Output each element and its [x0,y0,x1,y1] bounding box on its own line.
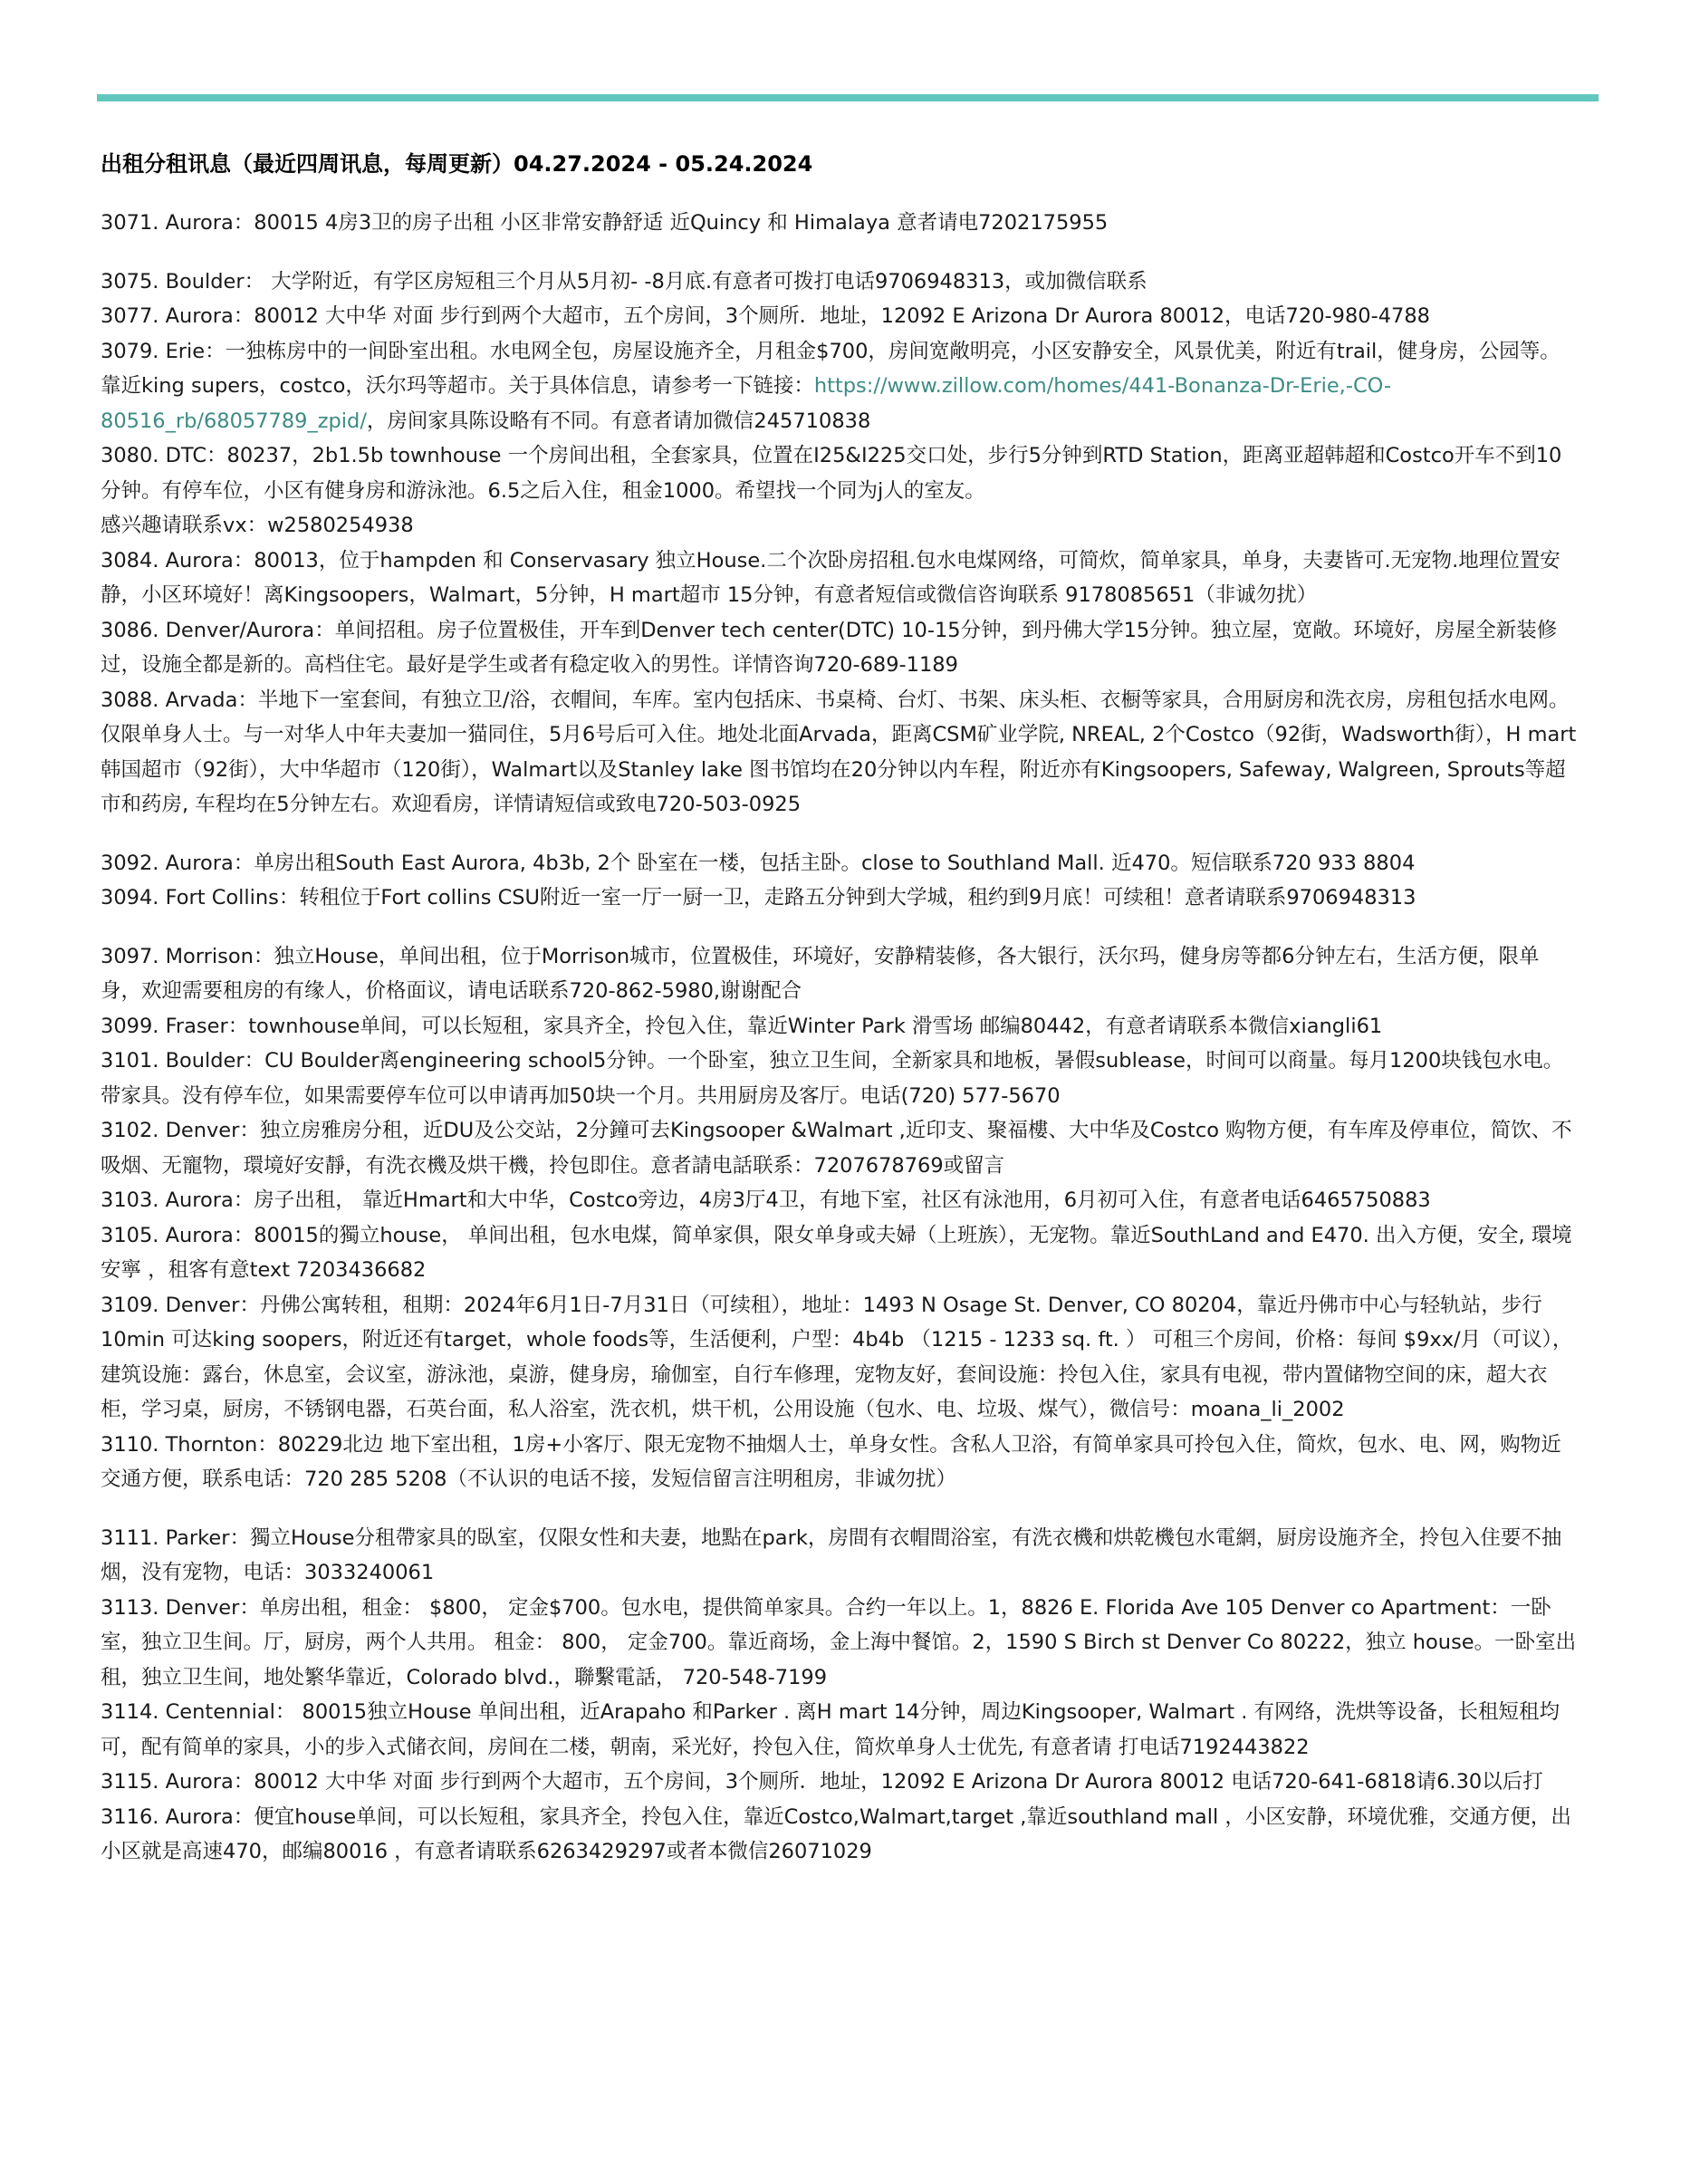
page-title: 出租分租讯息（最近四周讯息，每周更新）04.27.2024 - 05.24.2024 [101,151,813,177]
header-rule [97,94,1599,101]
listings-list [101,206,1577,1870]
listing-link[interactable]: https://www.zillow.com/homes/441-Bonanza-Dr-Erie,-CO-80516_rb/68057789_zpid/ [101,374,1392,433]
listing-item: 3075. Boulder： 大学附近，有学区房短租三个月从5月初- -8月底.有意者可拨打电话9706948313，或加微信联系 [101,269,1147,293]
listing-item: 3071. Aurora：80015 4房3卫的房子出租 小区非常安静舒适 近Quincy 和 Himalaya 意者请电7202175955 [101,211,1109,235]
listing-item: 3103. Aurora：房子出租， 靠近Hmart和大中华，Costco旁边，4房3厅4卫，有地下室，社区有泳池用，6月初可入住，有意者电话6465750883 [101,1188,1431,1212]
listing-item: 3105. Aurora：80015的獨立house， 单间出租，包水电煤，简单家俱，限女单身或夫婦（上班族），无宠物。靠近SouthLand and E470. 出入方便，安全, 環境安寧 ，租客有意text 7203436682 [101,1223,1572,1282]
listing-item: 感兴趣请联系vx：w2580254938 [101,514,414,537]
listing-item: 3097. Morrison：独立House，单间出租，位于Morrison城市，位置极佳，环境好，安静精装修，各大银行，沃尔玛，健身房等都6分钟左右，生活方便，限单身，欢迎需要租房的有缘人，价格面议，请电话联系720-862-5980,谢谢配合 [101,944,1540,1003]
listing-item: 3094. Fort Collins：转租位于Fort collins CSU附近一室一厅一厨一卫，走路五分钟到大学城，租约到9月底！可续租！意者请联系9706948313 [101,886,1416,909]
listing-item: 3109. Denver：丹佛公寓转租，租期：2024年6月1日-7月31日（可续租），地址：1493 N Osage St. Denver, CO 80204，靠近丹佛市中心与轻轨站，步行10min 可达king soopers，附近还有target，whole foods等，生活便利，户型：4b4b （1215 - 1233 sq. ft. ） 可租三个房间，价格：每间 $9xx/月（可议），建筑设施：露台，休息室，会议室，游泳池，桌游，健身房，瑜伽室，自行车修理，宠物友好，套间设施：拎包入住，家具有电视，带内置储物空间的床，超大衣柜，学习桌，厨房，不锈钢电器，石英台面，私人浴室，洗衣机，烘干机，公用设施（包水、电、垃圾、煤气），微信号：moana_li_2002 [101,1293,1573,1421]
listing-item: 3088. Arvada：半地下一室套间，有独立卫/浴，衣帽间，车库。室内包括床、书桌椅、台灯、书架、床头柜、衣橱等家具，合用厨房和洗衣房，房租包括水电网。仅限单身人士。与一对华人中年夫妻加一猫同住，5月6号后可入住。地处北面Arvada，距离CSM矿业学院, NREAL, 2个Costco（92街，Wadsworth街），H mart韩国超市（92街），大中华超市（120街），Walmart以及Stanley lake 图书馆均在20分钟以内车程，附近亦有Kingsoopers, Safeway, Walgreen, Sprouts等超市和药房, 车程均在5分钟左右。欢迎看房，详情请短信或致电720-503-0925 [101,688,1577,816]
listing-item: 3080. DTC：80237，2b1.5b townhouse 一个房间出租，全套家具，位置在I25&I225交口处，步行5分钟到RTD Station，距离亚超韩超和Costco开车不到10分钟。有停车位，小区有健身房和游泳池。6.5之后入住，租金1000。希望找一个同为j人的室友。 [101,444,1562,503]
listing-item: 3114. Centennial： 80015独立House 单间出租，近Arapaho 和Parker . 离H mart 14分钟，周边Kingsooper, Walmart . 有网络，洗烘等设备，长租短租均可，配有简单的家具，小的步入式储衣间，房间在二楼，朝南，采光好，拎包入住，简炊单身人士优先, 有意者请 打电话7192443822 [101,1700,1560,1759]
listing-item: 3077. Aurora：80012 大中华 对面 步行到两个大超市，五个房间，3个厕所．地址，12092 E Arizona Dr Aurora 80012，电话720-980-4788 [101,304,1430,328]
listing-item: 3102. Denver：独立房雅房分租，近DU及公交站，2分鐘可去Kingsooper &Walmart ,近印支、聚福樓、大中华及Costco 购物方便，有车库及停車位，简饮、不吸烟、无寵物，環境好安靜，有洗衣機及烘干機，拎包即住。意者請电話联系：7207678769或留言 [101,1119,1572,1178]
listing-item: 3101. Boulder：CU Boulder离engineering school5分钟。一个卧室，独立卫生间，全新家具和地板，暑假sublease，时间可以商量。每月1200块钱包水电。带家具。没有停车位，如果需要停车位可以申请再加50块一个月。共用厨房及客厅。电话(720) 577-5670 [101,1049,1564,1108]
listing-item: 3111. Parker：獨立House分租帶家具的臥室，仅限女性和夫妻，地點在park，房間有衣帽間浴室，有洗衣機和烘乾機包水電網，厨房设施齐全，拎包入住要不抽烟，没有宠物，电话：3033240061 [101,1525,1562,1584]
listing-item: 3099. Fraser：townhouse单间，可以长短租，家具齐全，拎包入住，靠近Winter Park 滑雪场 邮编80442，有意者请联系本微信xiangli61 [101,1014,1383,1038]
listing-item: 3086. Denver/Aurora：单间招租。房子位置极佳，开车到Denver tech center(DTC) 10-15分钟，到丹佛大学15分钟。独立屋，宽敞。环境好，房屋全新装修过，设施全都是新的。高档住宅。最好是学生或者有稳定收入的男性。详情咨询720-689-1189 [101,618,1558,677]
listing-item: 3113. Denver：单房出租，租金： $800， 定金$700。包水电，提供简单家具。合约一年以上。1，8826 E. Florida Ave 105 Denver co Apartment：一卧室，独立卫生间。厅，厨房，两个人共用。 租金： 800， 定金700。靠近商场，金上海中餐馆。2，1590 S Birch st Denver Co 80222，独立 house。一卧室出租，独立卫生间，地处繁华靠近，Colorado blvd.，聯繫電話， 720-548-7199 [101,1595,1577,1689]
listing-item: 3116. Aurora：便宜house单间，可以长短租，家具齐全，拎包入住，靠近Costco,Walmart,target ,靠近southland mall ，小区安静，环境优雅，交通方便，出小区就是高速470，邮编80016 ，有意者请联系6263429297或者本微信26071029 [101,1804,1571,1863]
listing-item: 3092. Aurora：单房出租South East Aurora, 4b3b, 2个 卧室在一楼，包括主卧。close to Southland Mall. 近470。短信联系720 933 8804 [101,851,1416,875]
listing-item: 3115. Aurora：80012 大中华 对面 步行到两个大超市，五个房间，3个厕所．地址，12092 E Arizona Dr Aurora 80012 电话720-641-6818请6.30以后打 [101,1770,1543,1794]
listing-item: 3079. Erie：一独栋房中的一间卧室出租。水电网全包，房屋设施齐全，月租金$700，房间宽敞明亮，小区安静安全，风景优美，附近有trail，健身房，公园等。靠近king supers，costco，沃尔玛等超市。关于具体信息，请参考一下链接：https://www.zillow.com/homes/441-Bonanza-Dr-Erie,-CO-80516_rb/68057789_zpid/，房间家具陈设略有不同。有意者请加微信245710838 [101,339,1560,433]
listing-content [101,147,1577,1870]
listing-item: 3110. Thornton：80229北边 地下室出租，1房+小客厅、限无宠物不抽烟人士，单身女性。含私人卫浴，有简单家具可拎包入住，简炊，包水、电、网，购物近交通方便，联系电话：720 285 5208（不认识的电话不接，发短信留言注明租房，非诚勿扰） [101,1432,1561,1491]
listing-item: 3084. Aurora：80013，位于hampden 和 Conservasary 独立House.二个次卧房招租.包水电煤网络，可简炊，简单家具，单身，夫妻皆可.无宠物.地理位置安静，小区环境好！离Kingsoopers，Walmart，5分钟，H mart超市 15分钟，有意者短信或微信咨询联系 9178085651（非诚勿扰） [101,548,1560,607]
